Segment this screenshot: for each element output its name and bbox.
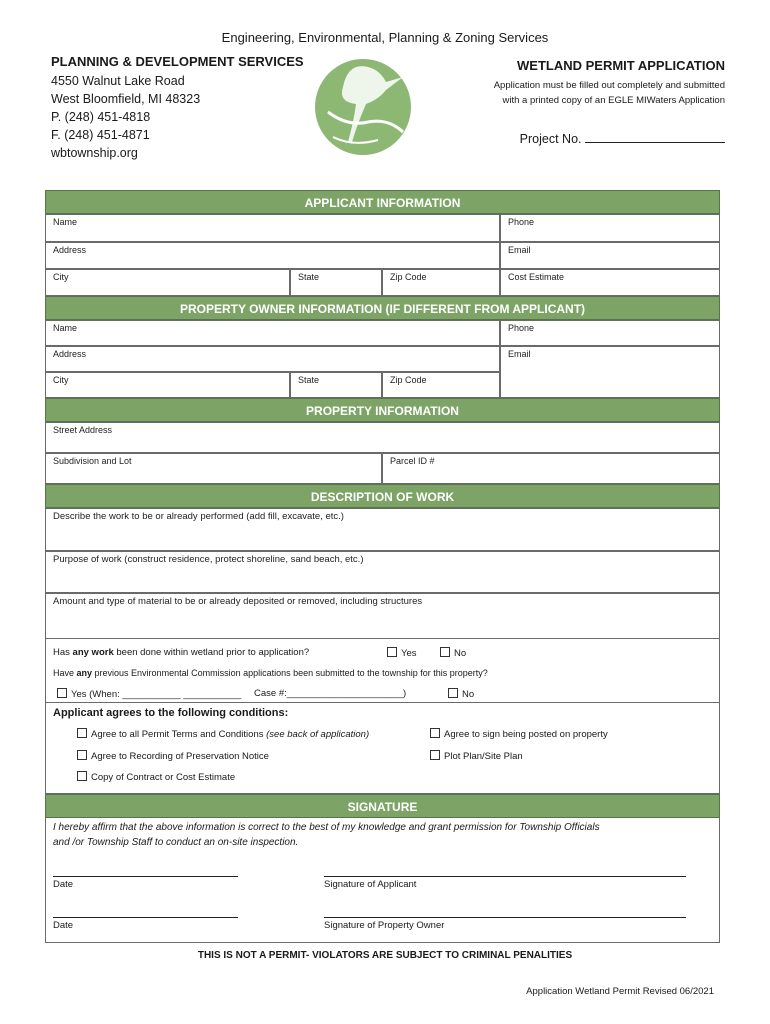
applicant-zip-field[interactable]: Zip Code bbox=[382, 269, 500, 296]
applicant-date-line[interactable] bbox=[53, 875, 238, 877]
condition-4-label: Plot Plan/Site Plan bbox=[444, 751, 523, 762]
owner-address-field[interactable]: Address bbox=[45, 346, 500, 372]
applicant-date-label: Date bbox=[53, 879, 74, 890]
application-title: WETLAND PERMIT APPLICATION bbox=[517, 58, 725, 73]
q2-yes-label: Yes (When: ___________ ___________ bbox=[71, 689, 242, 700]
affirmation-line-2: and /or Township Staff to conduct an on-site inspection. bbox=[53, 837, 299, 848]
work-purpose-field[interactable]: Purpose of work (construct residence, protect shoreline, sand beach, etc.) bbox=[45, 551, 720, 593]
checkbox-icon[interactable] bbox=[387, 647, 397, 657]
previous-applications-no-option[interactable] bbox=[448, 688, 474, 700]
prior-work-question bbox=[45, 647, 720, 658]
condition-1-label: Agree to all Permit Terms and Conditions bbox=[91, 729, 267, 740]
q1-text-bold: any work bbox=[72, 647, 114, 658]
address-line-street: 4550 Walnut Lake Road bbox=[51, 74, 185, 88]
previous-applications-question bbox=[45, 668, 720, 678]
applicant-phone-field[interactable]: Phone bbox=[500, 214, 720, 242]
owner-signature-label: Signature of Property Owner bbox=[324, 920, 445, 931]
project-number-line bbox=[585, 131, 725, 143]
condition-2-label: Agree to sign being posted on property bbox=[444, 729, 608, 740]
checkbox-icon[interactable] bbox=[57, 688, 67, 698]
material-amount-field[interactable]: Amount and type of material to be or already deposited or removed, including structures bbox=[45, 593, 720, 639]
q2-text-pre: Have bbox=[53, 668, 77, 678]
checkbox-icon[interactable] bbox=[430, 750, 440, 760]
q1-text-pre: Has bbox=[53, 647, 73, 658]
address-line-city: West Bloomfield, MI 48323 bbox=[51, 92, 201, 106]
owner-zip-field[interactable]: Zip Code bbox=[382, 372, 500, 398]
heron-logo-icon bbox=[308, 52, 428, 160]
owner-section-heading: PROPERTY OWNER INFORMATION (IF DIFFERENT FROM APPLICANT) bbox=[45, 296, 720, 320]
owner-phone-field[interactable]: Phone bbox=[500, 320, 720, 346]
affirmation-line-1: I hereby affirm that the above information is correct to the best of my knowledge and grant permission for Township Officials bbox=[53, 822, 600, 833]
checkbox-icon[interactable] bbox=[77, 771, 87, 781]
applicant-email-field[interactable]: Email bbox=[500, 242, 720, 269]
yes-label: Yes bbox=[401, 648, 417, 659]
condition-plot-plan[interactable] bbox=[430, 750, 523, 762]
conditions-heading: Applicant agrees to the following conditions: bbox=[53, 707, 289, 719]
owner-date-line[interactable] bbox=[53, 916, 238, 918]
condition-preservation-notice[interactable] bbox=[77, 750, 269, 762]
applicant-section-heading: APPLICANT INFORMATION bbox=[45, 190, 720, 214]
address-line-website: wbtownship.org bbox=[51, 146, 138, 160]
previous-applications-yes-option[interactable] bbox=[57, 688, 241, 700]
parcel-id-field[interactable]: Parcel ID # bbox=[382, 453, 720, 484]
owner-state-field[interactable]: State bbox=[290, 372, 382, 398]
condition-1-note: (see back of application) bbox=[266, 729, 370, 740]
condition-permit-terms[interactable] bbox=[77, 728, 369, 740]
address-line-fax: F. (248) 451-4871 bbox=[51, 128, 150, 142]
subdivision-lot-field[interactable]: Subdivision and Lot bbox=[45, 453, 382, 484]
condition-contract-copy[interactable] bbox=[77, 771, 235, 783]
owner-signature-line[interactable] bbox=[324, 916, 686, 918]
condition-sign-posted[interactable] bbox=[430, 728, 608, 740]
case-number-field[interactable]: Case #:______________________) bbox=[254, 688, 407, 699]
work-description-field[interactable]: Describe the work to be or already performed (add fill, excavate, etc.) bbox=[45, 508, 720, 551]
project-number-field[interactable] bbox=[520, 131, 725, 146]
owner-name-field[interactable]: Name bbox=[45, 320, 500, 346]
applicant-city-field[interactable]: City bbox=[45, 269, 290, 296]
application-subtitle-1: Application must be filled out completely and submitted bbox=[493, 80, 725, 91]
project-number-label: Project No. bbox=[519, 132, 582, 146]
condition-5-label: Copy of Contract or Cost Estimate bbox=[91, 772, 236, 783]
street-address-field[interactable]: Street Address bbox=[45, 422, 720, 453]
address-line-phone: P. (248) 451-4818 bbox=[51, 110, 151, 124]
checkbox-icon[interactable] bbox=[77, 750, 87, 760]
prior-work-yes-option[interactable] bbox=[387, 647, 417, 659]
penalty-warning: THIS IS NOT A PERMIT- VIOLATORS ARE SUBJECT TO CRIMINAL PENALITIES bbox=[197, 950, 573, 961]
applicant-name-field[interactable]: Name bbox=[45, 214, 500, 242]
checkbox-icon[interactable] bbox=[440, 647, 450, 657]
no-label: No bbox=[454, 648, 467, 659]
owner-city-field[interactable]: City bbox=[45, 372, 290, 398]
condition-3-label: Agree to Recording of Preservation Notice bbox=[91, 751, 269, 762]
work-section-heading: DESCRIPTION OF WORK bbox=[45, 484, 720, 508]
checkbox-icon[interactable] bbox=[77, 728, 87, 738]
q1-text-post: been done within wetland prior to application? bbox=[113, 647, 310, 658]
prior-work-no-option[interactable] bbox=[440, 647, 466, 659]
applicant-signature-line[interactable] bbox=[324, 875, 686, 877]
applicant-address-field[interactable]: Address bbox=[45, 242, 500, 269]
header-services-line: Engineering, Environmental, Planning & Zoning Services bbox=[221, 30, 549, 45]
application-subtitle-2: with a printed copy of an EGLE MIWaters Application bbox=[502, 95, 725, 106]
permit-form bbox=[45, 190, 720, 943]
owner-date-label: Date bbox=[53, 920, 74, 931]
checkbox-icon[interactable] bbox=[448, 688, 458, 698]
no-label: No bbox=[462, 689, 475, 700]
property-section-heading: PROPERTY INFORMATION bbox=[45, 398, 720, 422]
revision-note: Application Wetland Permit Revised 06/2021 bbox=[526, 986, 714, 997]
owner-email-field[interactable]: Email bbox=[500, 346, 720, 398]
applicant-cost-estimate-field[interactable]: Cost Estimate bbox=[500, 269, 720, 296]
department-name: PLANNING & DEVELOPMENT SERVICES bbox=[51, 54, 304, 69]
signature-section-heading: SIGNATURE bbox=[45, 794, 720, 818]
checkbox-icon[interactable] bbox=[430, 728, 440, 738]
q2-text-bold: any bbox=[76, 668, 93, 678]
applicant-state-field[interactable]: State bbox=[290, 269, 382, 296]
q2-text-post: previous Environmental Commission applications been submitted to the township for this property? bbox=[92, 668, 488, 678]
applicant-signature-label: Signature of Applicant bbox=[324, 879, 417, 890]
